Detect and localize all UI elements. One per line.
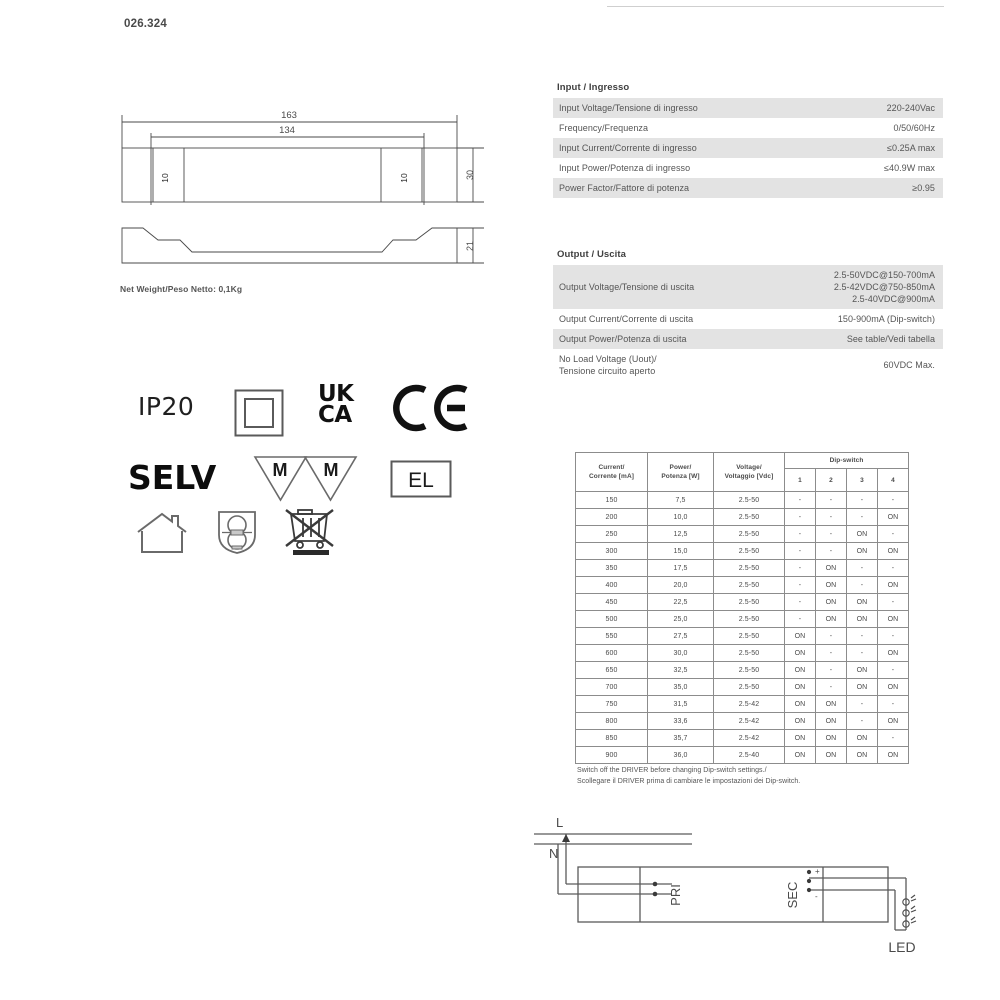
dip-cell-sw4: - <box>878 492 909 509</box>
dip-cell-voltage: 2.5-50 <box>714 611 785 628</box>
dip-cell-sw2: ON <box>816 560 847 577</box>
dip-cell-sw4: ON <box>878 611 909 628</box>
net-weight-label: Net Weight/Peso Netto: 0,1Kg <box>120 284 243 294</box>
dip-cell-sw4: ON <box>878 645 909 662</box>
dip-cell-sw4: - <box>878 662 909 679</box>
dipswitch-row <box>576 577 909 594</box>
input-spec-label: Power Factor/Fattore di potenza <box>553 178 827 198</box>
wiring-primary-label: PRI <box>668 884 683 906</box>
dip-cell-sw1: ON <box>785 679 816 696</box>
dip-cell-sw4: - <box>878 628 909 645</box>
dip-cell-sw3: ON <box>847 526 878 543</box>
dip-cell-power: 27,5 <box>648 628 714 645</box>
dip-cell-current: 350 <box>576 560 648 577</box>
dipswitch-row <box>576 645 909 662</box>
dipswitch-row <box>576 662 909 679</box>
dip-cell-voltage: 2.5-50 <box>714 645 785 662</box>
dim-inner-length: 134 <box>279 125 295 136</box>
dip-cell-sw3: - <box>847 509 878 526</box>
wiring-led-label: LED <box>888 939 916 955</box>
el-label: EL <box>408 469 434 492</box>
dip-cell-sw2: - <box>816 526 847 543</box>
dipswitch-table-wrap <box>575 452 908 764</box>
output-spec-label: No Load Voltage (Uout)/ Tensione circuito aperto <box>559 354 657 376</box>
dip-cell-sw2: ON <box>816 696 847 713</box>
dip-cell-sw4: - <box>878 594 909 611</box>
short-circuit-protection-icon <box>216 509 258 560</box>
output-section-title: Output / Uscita <box>557 249 627 260</box>
dip-cell-sw2: - <box>816 645 847 662</box>
dip-cell-power: 20,0 <box>648 577 714 594</box>
dip-cell-voltage: 2.5-50 <box>714 560 785 577</box>
dip-cell-current: 800 <box>576 713 648 730</box>
dim-hole-right: 10 <box>399 173 409 183</box>
input-spec-value: ≤40.9W max <box>884 163 935 173</box>
output-spec-value: 2.5-50VDC@150-700mA 2.5-42VDC@750-850mA 2.5-40VDC@900mA <box>773 265 943 309</box>
selv-icon: SELV <box>128 458 217 497</box>
indoor-use-icon <box>136 512 188 559</box>
dip-cell-sw2: ON <box>816 747 847 764</box>
dip-cell-sw1: ON <box>785 662 816 679</box>
dip-cell-sw4: ON <box>878 713 909 730</box>
input-spec-value: ≥0.95 <box>827 178 943 198</box>
dip-cell-sw3: ON <box>847 611 878 628</box>
input-spec-row <box>553 138 943 158</box>
dipswitch-row <box>576 611 909 628</box>
dip-cell-power: 31,5 <box>648 696 714 713</box>
dim-total-length: 163 <box>281 110 297 121</box>
dim-height-side: 21 <box>465 240 475 252</box>
dipswitch-row <box>576 492 909 509</box>
dip-cell-sw2: ON <box>816 611 847 628</box>
dip-cell-power: 7,5 <box>648 492 714 509</box>
weee-icon <box>283 506 339 561</box>
input-spec-label: Input Voltage/Tensione di ingresso <box>553 98 827 118</box>
dip-cell-power: 15,0 <box>648 543 714 560</box>
wiring-plus-label: + <box>815 867 820 876</box>
output-spec-value: See table/Vedi tabella <box>773 329 943 349</box>
dip-cell-sw3: - <box>847 628 878 645</box>
dip-cell-voltage: 2.5-50 <box>714 509 785 526</box>
dip-cell-power: 22,5 <box>648 594 714 611</box>
dip-header-current: Current/ Corrente [mA] <box>576 453 648 492</box>
dip-cell-voltage: 2.5-50 <box>714 526 785 543</box>
dipswitch-row <box>576 594 909 611</box>
dip-cell-power: 35,7 <box>648 730 714 747</box>
dip-cell-sw1: - <box>785 577 816 594</box>
el-icon <box>390 460 452 503</box>
output-spec-block <box>553 249 943 381</box>
dip-cell-sw4: - <box>878 526 909 543</box>
dip-cell-sw2: ON <box>816 577 847 594</box>
input-spec-value: 0/50/60Hz <box>893 123 935 133</box>
m-label-left: M <box>272 460 288 480</box>
dip-cell-sw3: ON <box>847 543 878 560</box>
input-spec-value: 220-240Vac <box>827 98 943 118</box>
dip-cell-sw2: - <box>816 543 847 560</box>
dip-cell-voltage: 2.5-42 <box>714 696 785 713</box>
dip-cell-sw3: ON <box>847 662 878 679</box>
ukca-icon <box>318 381 354 428</box>
dip-cell-power: 25,0 <box>648 611 714 628</box>
dip-cell-voltage: 2.5-42 <box>714 713 785 730</box>
dip-cell-power: 35,0 <box>648 679 714 696</box>
dip-cell-sw2: - <box>816 662 847 679</box>
dip-cell-sw4: ON <box>878 747 909 764</box>
dip-cell-sw3: - <box>847 696 878 713</box>
dip-cell-voltage: 2.5-42 <box>714 730 785 747</box>
dip-cell-current: 900 <box>576 747 648 764</box>
dip-cell-voltage: 2.5-50 <box>714 543 785 560</box>
input-section-title: Input / Ingresso <box>557 82 630 93</box>
dipswitch-row <box>576 509 909 526</box>
dip-cell-sw4: ON <box>878 543 909 560</box>
dip-cell-sw4: - <box>878 560 909 577</box>
dip-cell-sw4: - <box>878 730 909 747</box>
dip-header-sw3: 3 <box>847 469 878 492</box>
dip-cell-current: 650 <box>576 662 648 679</box>
dip-cell-sw3: ON <box>847 747 878 764</box>
dip-cell-sw4: ON <box>878 679 909 696</box>
dip-cell-sw3: ON <box>847 730 878 747</box>
dipswitch-row <box>576 713 909 730</box>
dip-cell-sw1: ON <box>785 628 816 645</box>
flammable-surface-icon <box>253 454 358 507</box>
dip-cell-current: 200 <box>576 509 648 526</box>
ukca-line1: UK <box>318 381 354 407</box>
wiring-minus-label: - <box>815 892 818 901</box>
class-ii-icon <box>234 389 284 442</box>
dip-cell-sw4: - <box>878 696 909 713</box>
input-spec-label: Frequency/Frequenza <box>559 123 648 133</box>
dip-cell-current: 300 <box>576 543 648 560</box>
input-spec-row <box>553 158 943 178</box>
dipswitch-row <box>576 730 909 747</box>
ce-icon <box>391 384 469 437</box>
dip-cell-power: 12,5 <box>648 526 714 543</box>
dip-cell-voltage: 2.5-50 <box>714 628 785 645</box>
dip-cell-current: 750 <box>576 696 648 713</box>
dip-cell-sw2: - <box>816 628 847 645</box>
dim-hole-left: 10 <box>160 173 170 183</box>
wiring-neutral-label: N <box>549 846 559 861</box>
top-divider <box>607 6 944 7</box>
dip-cell-sw3: - <box>847 645 878 662</box>
dip-cell-sw3: ON <box>847 679 878 696</box>
dip-cell-current: 150 <box>576 492 648 509</box>
certification-symbols <box>128 376 488 576</box>
dip-cell-sw2: ON <box>816 730 847 747</box>
dip-cell-sw1: - <box>785 526 816 543</box>
output-spec-value: 150-900mA (Dip-switch) <box>837 314 935 324</box>
dipswitch-note: Switch off the DRIVER before changing Dip-switch settings./ Scollegare il DRIVER prima di cambiare le impostazioni dei Dip-switch. <box>577 767 801 785</box>
dip-cell-sw3: - <box>847 713 878 730</box>
dipswitch-row <box>576 747 909 764</box>
dip-cell-sw1: ON <box>785 696 816 713</box>
dimension-drawing <box>116 100 496 300</box>
input-spec-row <box>553 98 943 118</box>
dip-cell-current: 250 <box>576 526 648 543</box>
dip-cell-sw1: - <box>785 594 816 611</box>
dip-cell-current: 850 <box>576 730 648 747</box>
wiring-line-label: L <box>556 815 564 830</box>
dip-cell-current: 450 <box>576 594 648 611</box>
dip-cell-power: 10,0 <box>648 509 714 526</box>
output-spec-row <box>553 309 943 329</box>
dip-cell-voltage: 2.5-40 <box>714 747 785 764</box>
output-spec-label: Output Current/Corrente di uscita <box>559 314 694 324</box>
input-spec-table <box>553 98 943 198</box>
dip-cell-sw1: ON <box>785 747 816 764</box>
dip-cell-sw2: ON <box>816 713 847 730</box>
dip-cell-current: 400 <box>576 577 648 594</box>
dip-header-sw1: 1 <box>785 469 816 492</box>
dip-cell-sw3: - <box>847 492 878 509</box>
input-spec-value: ≤0.25A max <box>827 138 943 158</box>
dip-header-sw2: 2 <box>816 469 847 492</box>
dipswitch-row <box>576 543 909 560</box>
ip20-icon: IP20 <box>138 392 195 421</box>
output-spec-row <box>553 349 943 381</box>
wiring-secondary-label: SEC <box>785 881 800 909</box>
dip-cell-sw3: - <box>847 560 878 577</box>
dip-cell-sw1: - <box>785 560 816 577</box>
dipswitch-row <box>576 696 909 713</box>
dip-header-sw4: 4 <box>878 469 909 492</box>
dip-cell-power: 30,0 <box>648 645 714 662</box>
dipswitch-row <box>576 628 909 645</box>
input-spec-block <box>553 82 943 198</box>
dip-cell-sw4: ON <box>878 577 909 594</box>
dip-cell-voltage: 2.5-50 <box>714 594 785 611</box>
ukca-line2: CA <box>318 402 352 428</box>
dip-cell-sw3: - <box>847 577 878 594</box>
input-spec-row <box>553 118 943 138</box>
dip-cell-sw1: ON <box>785 645 816 662</box>
dip-cell-sw4: ON <box>878 509 909 526</box>
dip-cell-current: 550 <box>576 628 648 645</box>
dip-cell-sw1: - <box>785 509 816 526</box>
m-label-right: M <box>323 460 339 480</box>
dip-cell-sw1: ON <box>785 713 816 730</box>
dip-cell-power: 36,0 <box>648 747 714 764</box>
output-spec-value: 60VDC Max. <box>883 360 935 370</box>
dip-cell-sw3: ON <box>847 594 878 611</box>
dip-cell-power: 32,5 <box>648 662 714 679</box>
dip-cell-power: 17,5 <box>648 560 714 577</box>
output-spec-label: Output Voltage/Tensione di uscita <box>553 265 773 309</box>
dipswitch-row <box>576 679 909 696</box>
dip-header-dipswitch: Dip-switch <box>785 453 909 469</box>
dipswitch-row <box>576 526 909 543</box>
dip-cell-current: 500 <box>576 611 648 628</box>
page-title: 026.324 <box>124 18 167 30</box>
input-spec-row <box>553 178 943 198</box>
dim-height-front: 30 <box>465 169 475 181</box>
output-spec-table <box>553 265 943 381</box>
dip-cell-current: 600 <box>576 645 648 662</box>
output-spec-row <box>553 265 943 309</box>
dip-cell-sw1: - <box>785 543 816 560</box>
dip-header-power: Power/ Potenza [W] <box>648 453 714 492</box>
dip-cell-voltage: 2.5-50 <box>714 662 785 679</box>
dip-cell-voltage: 2.5-50 <box>714 492 785 509</box>
dip-cell-voltage: 2.5-50 <box>714 577 785 594</box>
input-spec-label: Input Current/Corrente di ingresso <box>553 138 827 158</box>
dip-cell-voltage: 2.5-50 <box>714 679 785 696</box>
wiring-diagram <box>520 812 970 962</box>
output-spec-label: Output Power/Potenza di uscita <box>553 329 773 349</box>
dip-cell-sw1: - <box>785 492 816 509</box>
input-spec-label: Input Power/Potenza di ingresso <box>559 163 691 173</box>
dip-cell-sw2: - <box>816 679 847 696</box>
dip-cell-sw2: - <box>816 492 847 509</box>
dipswitch-table <box>575 452 909 764</box>
dip-cell-sw2: - <box>816 509 847 526</box>
dip-cell-sw2: ON <box>816 594 847 611</box>
dip-cell-power: 33,6 <box>648 713 714 730</box>
output-spec-row <box>553 329 943 349</box>
dipswitch-row <box>576 560 909 577</box>
dip-cell-current: 700 <box>576 679 648 696</box>
dip-cell-sw1: ON <box>785 730 816 747</box>
dip-header-voltage: Voltage/ Voltaggio [Vdc] <box>714 453 785 492</box>
dip-cell-sw1: - <box>785 611 816 628</box>
